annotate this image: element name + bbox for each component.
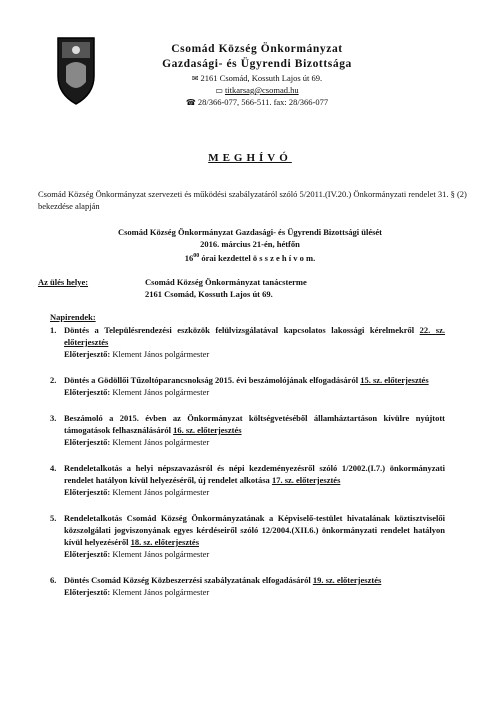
agenda-list [50,324,445,612]
agenda-item-number: 2. [50,375,57,385]
agenda-heading: Napirendek: [50,312,96,322]
place-label: Az ülés helye: [38,277,89,287]
agenda-item-presenter: Előterjesztő: Klement János polgármester [64,549,210,559]
phone-line [112,97,402,108]
computer-icon: ▭ [215,86,223,95]
agenda-item-number: 4. [50,463,57,473]
proposal-reference: 17. sz. előterjesztés [271,475,341,485]
agenda-item [50,412,445,448]
agenda-item-title: Beszámoló a 2015. évben az Önkormányzat költségvetéséből államháztartáson kívülre nyújtott támogatások felhasználásáról 16. sz. előterjesztés [64,413,445,435]
agenda-item-number: 6. [50,575,57,585]
proposal-reference: 19. sz. előterjesztés [312,575,382,585]
meeting-time: $16^{00}$ órai kezdettel ö s s z e h í v o m. [184,252,316,263]
agenda-item-title: Rendeletalkotás a helyi népszavazásról és népi kezdeményezésről szóló 1/2002.(I.7.) önkormányzati rendelet hatályon kívül helyezéséről, új rendelet alkotása 17. sz. előterjesztés [64,463,445,485]
proposal-reference: 22. sz. előterjesztés [64,325,446,347]
agenda-item-title: Döntés a Gödöllői Tűzoltóparancsnokság 2015. évi beszámolójának elfogadásáról 15. sz. előterjesztés [64,375,429,385]
coat-of-arms-icon [52,36,100,106]
letterhead [112,42,402,108]
email-line [112,85,402,96]
agenda-item-presenter: Előterjesztő: Klement János polgármester [64,349,210,359]
proposal-reference: 18. sz. előterjesztés [130,537,200,547]
place-value: Csomád Község Önkormányzat tanácsterme 2161 Csomád, Kossuth Lajos út 69. [145,277,307,299]
meeting-name: Csomád Község Önkormányzat Gazdasági- és Ügyrendi Bizottsági ülését [117,227,383,237]
agenda-item [50,512,445,560]
agenda-item [50,324,445,360]
document-title: MEGHÍVÓ [208,152,292,164]
agenda-item-number: 3. [50,413,57,423]
agenda-item-title: Rendeletalkotás Csomád Község Önkormányzatának a Képviselő-testület hivatalának köztisztviselői közszolgálati jogviszonyának egyes kérdéseiről szóló 12/2004.(XII.6.) önkormányzati rendelet hatályon kívül helyezéséről 18. sz. előterjesztés [64,513,445,547]
agenda-item-presenter: Előterjesztő: Klement János polgármester [64,387,210,397]
proposal-reference: 16. sz. előterjesztés [173,425,242,435]
agenda-item [50,462,445,498]
legal-basis-text: Csomád Község Önkormányzat szervezeti és működési szabályzatáról szóló 5/2011.(IV.20.) Önkormányzati rendelet 31. § (2) bekezdése alapján [38,189,467,211]
agenda-item-presenter: Előterjesztő: Klement János polgármester [64,487,210,497]
agenda-item-title: Döntés a Településrendezési eszközök felülvizsgálatával kapcsolatos lakossági kérelmekről 22. sz. előterjesztés [64,325,446,347]
envelope-icon: ✉ [191,74,199,83]
agenda-item [50,374,445,398]
telephone-icon: ☎ [185,98,196,107]
committee-name: Gazdasági- és Ügyrendi Bizottsága [162,58,352,70]
agenda-item-title: Döntés Csomád Község Közbeszerzési szabályzatának elfogadásáról 19. sz. előterjesztés [64,575,382,585]
address-line [112,73,402,84]
phone-fax-text: 28/366-077, 566-511. fax: 28/366-077 [197,97,329,107]
agenda-item [50,574,445,598]
agenda-item-number: 1. [50,325,57,335]
meeting-date: 2016. március 21-én, hétfőn [200,239,300,249]
proposal-reference: 15. sz. előterjesztés [360,375,429,385]
agenda-item-number: 5. [50,513,57,523]
organization-name: Csomád Község Önkormányzat [171,43,343,55]
agenda-item-presenter: Előterjesztő: Klement János polgármester [64,437,210,447]
convening-notice [0,226,500,264]
address-text: 2161 Csomád, Kossuth Lajos út 69. [200,73,323,83]
email-link[interactable]: titkarsag@csomad.hu [224,85,299,95]
agenda-item-presenter: Előterjesztő: Klement János polgármester [64,587,210,597]
